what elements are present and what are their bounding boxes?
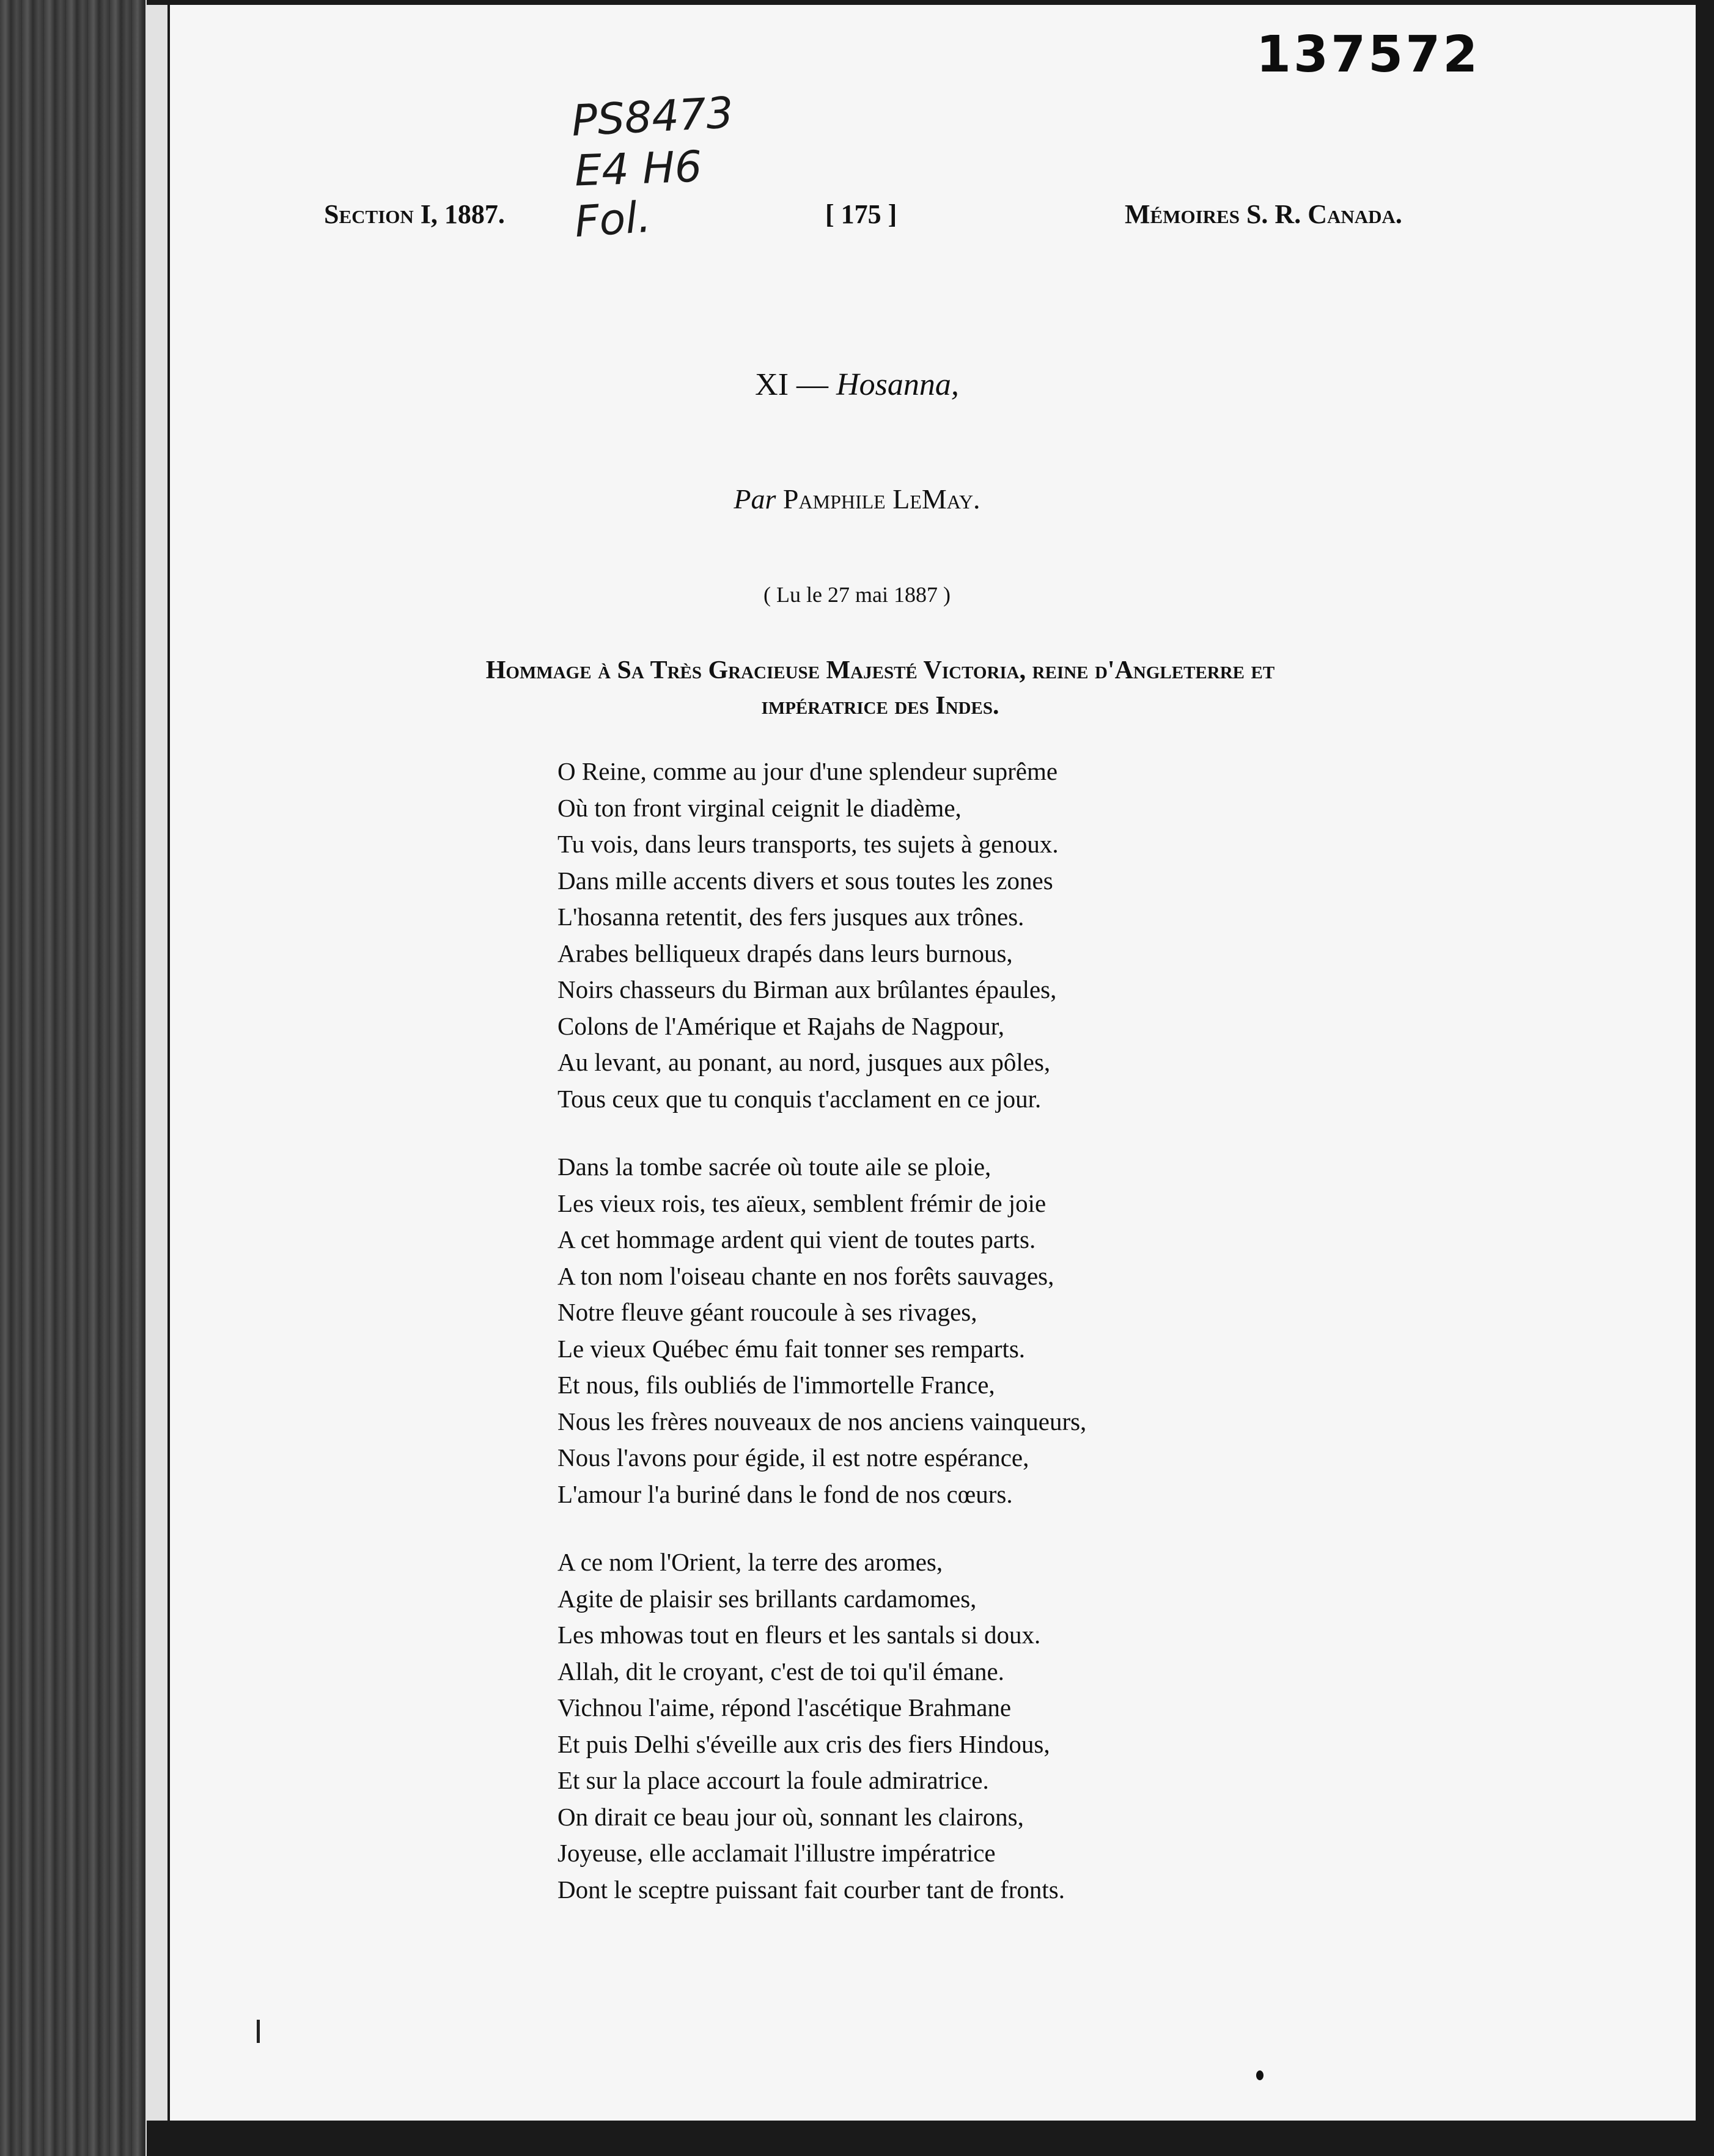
verse-line: Notre fleuve géant roucoule à ses rivages, [557,1298,977,1326]
verse-line: A ce nom l'Orient, la terre des aromes, [557,1548,943,1576]
verse-line: On dirait ce beau jour où, sonnant les clairons, [557,1802,1024,1831]
handwritten-call-number-line-3: Fol. [573,191,653,248]
verse-line: A ton nom l'oiseau chante en nos forêts sauvages, [557,1261,1054,1290]
article-number: XI — [755,367,829,402]
verse-line: Nous l'avons pour égide, il est notre espérance, [557,1443,1029,1472]
accession-number: 137572 [1256,26,1480,84]
verse-line: Dans mille accents divers et sous toutes les zones [557,866,1053,895]
verse-line: Et sur la place accourt la foule admiratrice. [557,1766,989,1794]
scan-page-margin-strip [145,0,170,2156]
verse-line: L'amour l'a buriné dans le fond de nos cœurs. [557,1480,1013,1508]
verse-line: Tous ceux que tu conquis t'acclament en ce jour. [557,1084,1042,1113]
verse-line: Et puis Delhi s'éveille aux cris des fiers Hindous, [557,1729,1050,1758]
verse-line: Le vieux Québec ému fait tonner ses remparts. [557,1334,1026,1363]
verse-line: Les mhowas tout en fleurs et les santals si doux. [557,1621,1041,1649]
verse-line: Les vieux rois, tes aïeux, semblent frémir de joie [557,1189,1046,1217]
verse-line: Allah, dit le croyant, c'est de toi qu'il émane. [557,1657,1004,1685]
scan-top-edge [147,0,1714,5]
handwritten-call-number-line-2: E4 H6 [573,141,703,196]
author-name: Pamphile LeMay. [782,483,980,515]
verse-line: Tu vois, dans leurs transports, tes sujets à genoux. [557,830,1059,858]
verse-line: Noirs chasseurs du Birman aux brûlantes épaules, [557,975,1057,1003]
verse-line: Joyeuse, elle acclamait l'illustre impératrice [557,1839,996,1867]
stanza-1 [557,754,1291,1117]
verse-line: O Reine, comme au jour d'une splendeur suprême [557,757,1058,785]
verse-line: Au levant, au ponant, au nord, jusques aux pôles, [557,1048,1051,1076]
stanza-3 [557,1544,1291,1908]
verse-line: L'hosanna retentit, des fers jusques aux trônes. [557,903,1024,931]
dedication-line: Hommage à Sa Très Gracieuse Majesté Victoria, reine d'Angleterre et [485,656,1275,684]
scan-speck-dot [1256,2070,1263,2080]
running-head-section: Section I, 1887. [324,199,505,229]
verse-line: Et nous, fils oubliés de l'immortelle France, [557,1371,995,1399]
handwritten-call-number-line-1: PS8473 [570,87,735,146]
scan-bottom-edge [147,2121,1714,2156]
byline-prefix: Par [734,483,776,515]
verse-line: Dans la tombe sacrée où toute aile se ploie, [557,1153,991,1181]
scan-right-edge [1696,0,1714,2156]
verse-line: Colons de l'Amérique et Rajahs de Nagpour, [557,1011,1005,1040]
verse-line: Où ton front virginal ceignit le diadème, [557,793,962,822]
verse-line: Dont le sceptre puissant fait courber tant de fronts. [557,1875,1065,1904]
dedication-line: impératrice des Indes. [761,692,999,720]
running-head-journal: Mémoires S. R. Canada. [1125,199,1402,229]
date-read: ( Lu le 27 mai 1887 ) [763,582,951,607]
dedication [342,653,1418,724]
verse-line: Vichnou l'aime, répond l'ascétique Brahmane [557,1693,1012,1722]
stanza-2 [557,1149,1291,1513]
page-number: [ 175 ] [825,199,897,229]
verse-line: Arabes belliqueux drapés dans leurs burnous, [557,939,1013,967]
verse-line: Agite de plaisir ses brillants cardamomes, [557,1584,977,1613]
article-title [0,367,1714,403]
poem [557,754,1291,1940]
verse-line: A cet hommage ardent qui vient de toutes parts. [557,1225,1036,1253]
scan-speck-mark [257,2020,260,2043]
verse-line: Nous les frères nouveaux de nos anciens vainqueurs, [557,1407,1087,1436]
article-title-text: Hosanna, [836,367,959,402]
scan-binding-texture [0,0,144,2156]
byline [0,483,1714,515]
